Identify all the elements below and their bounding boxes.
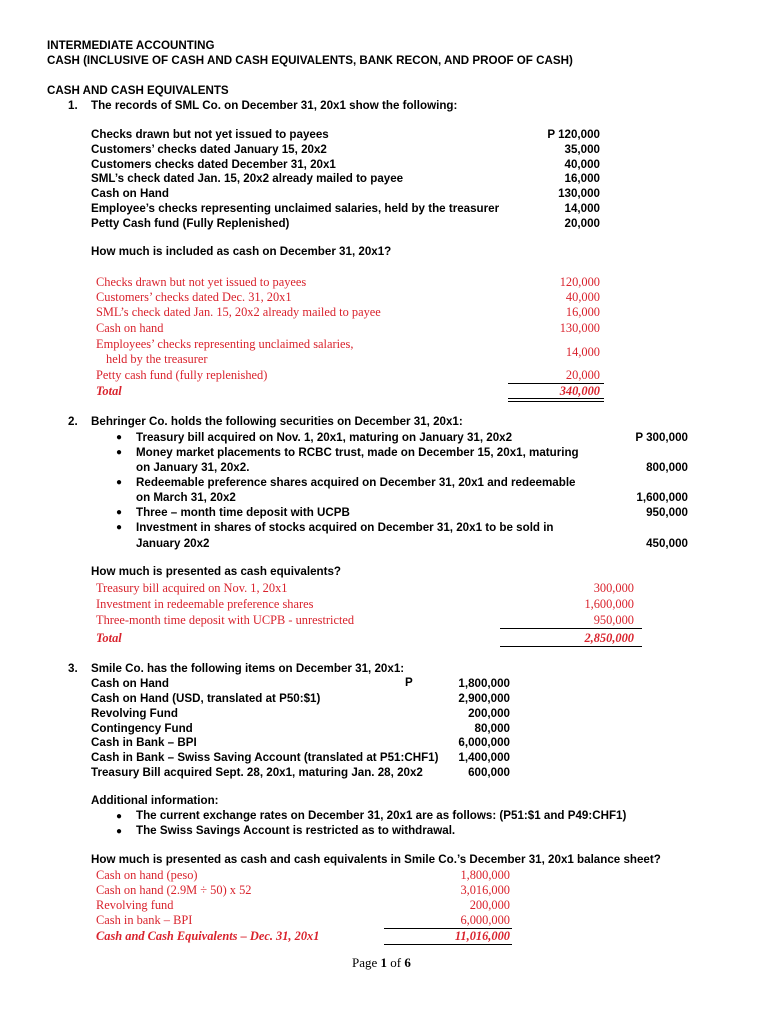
q1-question: How much is included as cash on December 31, 20x1? (91, 245, 392, 258)
answer-row: Cash on hand (peso) 1,800,000 (96, 868, 510, 882)
bullet-icon: ● (116, 811, 123, 822)
answer-row-value: 14,000 (565, 345, 600, 359)
list-item: Cash in Bank – Swiss Saving Account (translated at P51:CHF1) 1,400,000 (91, 751, 510, 764)
total-row: Cash and Cash Equivalents – Dec. 31, 20x1 11,016,000 (96, 929, 510, 943)
list-item: Money market placements to RCBC trust, made on December 15, 20x1, maturing (136, 446, 579, 459)
answer-row: Checks drawn but not yet issued to payees 120,000 (96, 275, 600, 289)
answer-row: Treasury bill acquired on Nov. 1, 20x1 300,000 (96, 581, 634, 595)
q2-prompt: Behringer Co. holds the following securities on December 31, 20x1: (91, 415, 463, 428)
list-item: Treasury Bill acquired Sept. 28, 20x1, maturing Jan. 28, 20x2 600,000 (91, 766, 510, 779)
q3-prompt: Smile Co. has the following items on December 31, 20x1: (91, 662, 405, 675)
list-item: Cash on Hand 130,000 (91, 187, 600, 200)
total-row: Total 340,000 (96, 384, 600, 398)
bullet-icon: ● (116, 507, 123, 518)
q3-question: How much is presented as cash and cash equivalents in Smile Co.’s December 31, 20x1 balance sheet? (91, 853, 661, 866)
list-item-cont: on March 31, 20x2 1,600,000 (136, 491, 688, 504)
section-title: CASH AND CASH EQUIVALENTS (47, 84, 229, 97)
answer-row: Customers’ checks dated Dec. 31, 20x1 40,000 (96, 290, 600, 304)
list-item: Contingency Fund 80,000 (91, 722, 510, 735)
list-item-cont: January 20x2 450,000 (136, 537, 688, 550)
additional-info: The Swiss Savings Account is restricted as to withdrawal. (136, 824, 456, 837)
list-item: Petty Cash fund (Fully Replenished) 20,000 (91, 217, 600, 230)
additional-info: The current exchange rates on December 31, 20x1 are as follows: (P51:$1 and P49:CHF1) (136, 809, 627, 822)
total-row: Total 2,850,000 (96, 631, 634, 645)
answer-row: SML’s check dated Jan. 15, 20x2 already mailed to payee 16,000 (96, 305, 600, 319)
bullet-icon: ● (116, 432, 123, 443)
list-item: Customers’ checks dated January 15, 20x2 35,000 (91, 143, 600, 156)
q1-number: 1. (68, 99, 78, 112)
course-title: INTERMEDIATE ACCOUNTING (47, 39, 215, 52)
bullet-icon: ● (116, 477, 123, 488)
answer-row: Cash in bank – BPI 6,000,000 (96, 913, 510, 927)
q2-number: 2. (68, 415, 78, 428)
list-item-cont: on January 31, 20x2. 800,000 (136, 461, 688, 474)
list-item: Redeemable preference shares acquired on December 31, 20x1 and redeemable (136, 476, 576, 489)
answer-row: Cash on hand 130,000 (96, 321, 600, 335)
page-number: Page 1 of 6 (352, 955, 411, 970)
answer-row: Three-month time deposit with UCPB - unrestricted 950,000 (96, 613, 634, 627)
total-line (384, 944, 512, 945)
list-item: Three – month time deposit with UCPB 950,000 (136, 506, 688, 519)
q1-prompt: The records of SML Co. on December 31, 20x1 show the following: (91, 99, 458, 112)
subtotal-line (500, 628, 642, 629)
list-item: Checks drawn but not yet issued to payees P 120,000 (91, 128, 600, 141)
answer-row: Investment in redeemable preference shares 1,600,000 (96, 597, 634, 611)
answer-row-cont: held by the treasurer (106, 352, 208, 366)
answer-row: Cash on hand (2.9M ÷ 50) x 52 3,016,000 (96, 883, 510, 897)
list-item: Treasury bill acquired on Nov. 1, 20x1, maturing on January 31, 20x2 P 300,000 (136, 431, 688, 444)
list-item: SML’s check dated Jan. 15, 20x2 already mailed to payee 16,000 (91, 172, 600, 185)
list-item: Employee’s checks representing unclaimed salaries, held by the treasurer 14,000 (91, 202, 600, 215)
list-item: Cash on Hand (USD, translated at P50:$1) 2,900,000 (91, 692, 510, 705)
peso-sign: P (405, 676, 413, 689)
answer-row: Petty cash fund (fully replenished) 20,000 (96, 368, 600, 382)
list-item: Revolving Fund 200,000 (91, 707, 510, 720)
total-line (500, 646, 642, 647)
list-item: Cash in Bank – BPI 6,000,000 (91, 736, 510, 749)
q3-number: 3. (68, 662, 78, 675)
bullet-icon: ● (116, 522, 123, 533)
total-double-line (508, 398, 604, 399)
bullet-icon: ● (116, 826, 123, 837)
total-double-line (508, 401, 604, 402)
bullet-icon: ● (116, 447, 123, 458)
list-item: Investment in shares of stocks acquired on December 31, 20x1 to be sold in (136, 521, 554, 534)
q2-question: How much is presented as cash equivalents? (91, 565, 341, 578)
answer-row: Employees’ checks representing unclaimed salaries, (96, 337, 354, 351)
list-item: Cash on Hand 1,800,000 (91, 677, 510, 690)
additional-title: Additional information: (91, 794, 219, 807)
topic-title: CASH (INCLUSIVE OF CASH AND CASH EQUIVALENTS, BANK RECON, AND PROOF OF CASH) (47, 54, 573, 67)
list-item: Customers checks dated December 31, 20x1 40,000 (91, 158, 600, 171)
answer-row: Revolving fund 200,000 (96, 898, 510, 912)
